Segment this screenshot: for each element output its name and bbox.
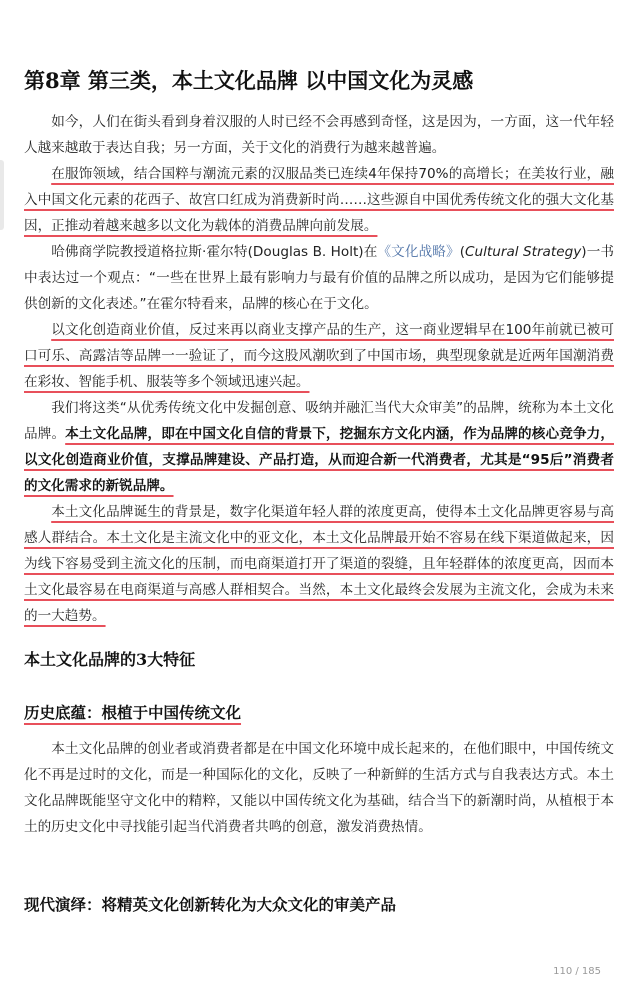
body-text-block-2 [24,736,614,840]
paragraph-6-highlight: 本土文化品牌诞生的背景是，数字化渠道年轻人群的浓度更高，使得本土文化品牌更容易与高感人群结合。本土文化是主流文化中的亚文化，本土文化品牌最开始不容易在线下渠道做起来，因为线下容易受到主流文化的压制，而电商渠道打开了渠道的裂缝，且年轻群体的浓度更高，因而本土文化最容易在电商渠道与高感人群相契合。当然，本土文化最终会发展为主流文化，会成为未来的一大趋势。 [24,504,614,624]
paragraph-7: 本土文化品牌的创业者或消费者都是在中国文化环境中成长起来的，在他们眼中，中国传统文化不再是过时的文化，而是一种国际化的文化，反映了一种新鲜的生活方式与自我表达方式。本土文化品牌既能坚守文化中的精粹，又能以中国传统文化为基础，结合当下的新潮时尚，从植根于本土的历史文化中寻找能引起当代消费者共鸣的创意，激发消费热情。 [24,741,614,835]
subheading-history [24,700,241,726]
paragraph-3-text-b: ( [459,244,466,260]
paragraph-4-highlight: 以文化创造商业价值，反过来再以商业支撑产品的生产，这一商业逻辑早在100年前就已被可口可乐、高露洁等品牌一一验证了，而今这股风潮吹到了中国市场，典型现象就是近两年国潮消费在彩妆、智能手机、服装等多个领域迅速兴起。 [24,322,614,390]
section-heading: 本土文化品牌的3大特征 [24,650,196,669]
side-scroll-handle[interactable] [0,160,4,230]
book-title-link[interactable]: 《文化战略》 [377,244,460,260]
paragraph-3-text-a: 哈佛商学院教授道格拉斯·霍尔特(Douglas B. Holt)在 [51,244,378,260]
body-text-block-1 [24,109,614,629]
paragraph-3-text-c: )一书中表达过一个观点：“一些在世界上最有影响力与最有价值的品牌之所以成功，是因为它们能够提供创新的文化表述。”在霍尔特看来，品牌的核心在于文化。 [24,244,614,312]
paragraph-6 [24,499,614,629]
page-indicator: 110 / 185 [553,966,601,977]
paragraph-3-english-title: Cultural Strategy [465,244,582,260]
subheading-history-text: 历史底蕴：根植于中国传统文化 [24,703,242,722]
paragraph-3 [24,239,614,317]
paragraph-4 [24,317,614,395]
paragraph-5 [24,395,614,499]
chapter-title: 第8章 第三类，本土文化品牌 以中国文化为灵感 [24,68,474,93]
paragraph-1: 如今，人们在街头看到身着汉服的人时已经不会再感到奇怪，这是因为，一方面，这一代年轻人越来越敢于表达自我；另一方面，关于文化的消费行为越来越普遍。 [24,114,614,156]
paragraph-5-bold-highlight: 本土文化品牌，即在中国文化自信的背景下，挖掘东方文化内涵，作为品牌的核心竞争力，以文化创造商业价值，支撑品牌建设、产品打造，从而迎合新一代消费者，尤其是“95后”消费者的文化需求的新锐品牌。 [24,426,614,494]
paragraph-5-text: 我们将这类“从优秀传统文化中发掘创意、吸纳并融汇当代大众审美”的品牌，统称为本土文化品牌。 [24,400,614,442]
paragraph-2 [24,161,614,239]
paragraph-2-highlight: 在服饰领域，结合国粹与潮流元素的汉服品类已连续4年保持70%的高增长；在美妆行业，融入中国文化元素的花西子、故宫口红成为消费新时尚……这些源自中国优秀传统文化的强大文化基因，正推动着越来越多以文化为载体的消费品牌向前发展。 [24,166,614,234]
subheading-modern: 现代演绎：将精英文化创新转化为大众文化的审美产品 [24,895,397,914]
